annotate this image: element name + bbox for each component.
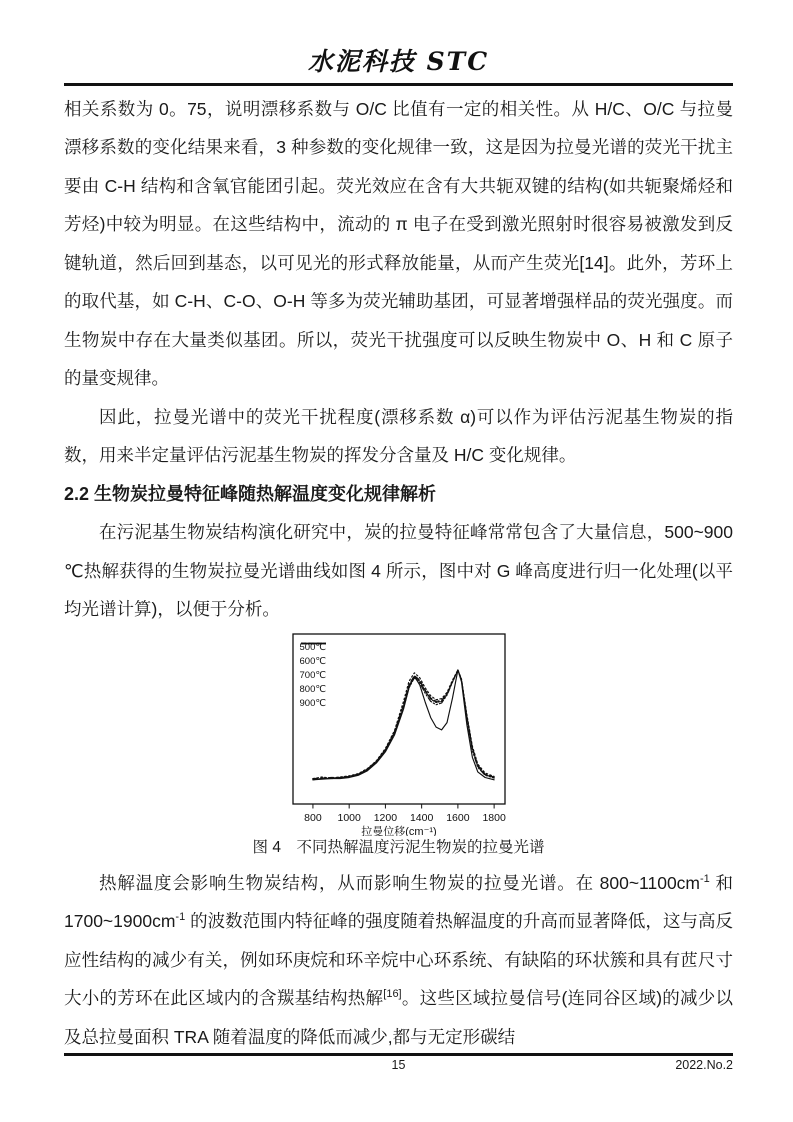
- superscript-text: -1: [700, 872, 710, 885]
- x-tick-label: 800: [303, 811, 322, 824]
- x-tick-label: 1800: [481, 811, 506, 824]
- page-content: [64, 0, 733, 1056]
- paragraph-text: 热解温度会影响生物炭结构，从而影响生物炭的拉曼光谱。在 800~1100cm: [99, 872, 700, 893]
- chart-legend: [300, 641, 327, 710]
- footer-rule: [64, 1053, 733, 1056]
- legend-label: 900℃: [299, 697, 327, 709]
- x-tick-label: 1000: [336, 811, 361, 824]
- body-paragraph: [64, 864, 733, 1057]
- header-rule: [64, 83, 733, 86]
- x-tick-label: 1600: [445, 811, 470, 824]
- footer-row: [64, 1058, 733, 1078]
- legend-label: 700℃: [299, 669, 327, 681]
- legend-label: 600℃: [299, 655, 327, 667]
- superscript-text: -1: [175, 911, 186, 924]
- article-body: [64, 90, 733, 629]
- legend-line-sample: [300, 641, 327, 646]
- x-axis-label: 拉曼位移(cm⁻¹): [360, 825, 437, 836]
- paragraph-text: 。这些区域拉曼信号(连同谷区域)的减少以及总拉曼面积 TRA 随着温度的降低而减少,都与无定形碳结: [64, 988, 734, 1047]
- paragraph-text: 的波数范围内特征峰的强度随着热解温度的升高而显著降低，这与高反应性结构的减少有关，例如环庚烷和环辛烷中心环系统、有缺陷的环状簇和具有苉尺寸大小的芳环在此区域内的含羰基结构热解: [64, 911, 733, 1008]
- figure-4: [64, 631, 733, 859]
- paragraph-text: 和 1700~1900cm: [64, 872, 733, 931]
- x-tick-label: 1400: [409, 811, 433, 824]
- spectrum-curve-900℃: [312, 670, 493, 780]
- page-footer: [64, 1053, 733, 1078]
- section-heading-2-2: 2.2 生物炭拉曼特征峰随热解温度变化规律解析: [64, 483, 437, 504]
- legend-item: [300, 669, 327, 682]
- legend-label: 800℃: [299, 683, 327, 695]
- x-tick-label: 1200: [373, 811, 397, 824]
- raman-spectra-chart: [279, 631, 519, 836]
- legend-item: [300, 655, 327, 668]
- figure-caption: 图 4 不同热解温度污泥生物炭的拉曼光谱: [252, 838, 545, 856]
- issue-label: 2022.No.2: [675, 1057, 733, 1072]
- legend-label: 500℃: [299, 641, 327, 653]
- page-number: 15: [391, 1057, 406, 1072]
- body-paragraph: 相关系数为 0。75，说明漂移系数与 O/C 比值有一定的相关性。从 H/C、O/C 与拉曼漂移系数的变化结果来看，3 种参数的变化规律一致，这是因为拉曼光谱的荧光干扰主要由 C-H 结构和含氧官能团引起。荧光效应在含有大共轭双键的结构(如共轭聚烯烃和芳烃)中较为明显。在这些结构中，流动的 π 电子在受到激光照射时很容易被激发到反键轨道，然后回到基态，以可见光的形式释放能量，从而产生荧光[14]。此外，芳环上的取代基，如 C-H、C-O、O-H 等多为荧光辅助基团，可显著增强样品的荧光强度。而生物炭中存在大量类似基团。所以，荧光干扰强度可以反映生物炭中 O、H 和 C 原子的量变规律。: [64, 98, 733, 388]
- body-paragraph: 在污泥基生物炭结构演化研究中，炭的拉曼特征峰常常包含了大量信息，500~900 ℃热解获得的生物炭拉曼光谱曲线如图 4 所示，图中对 G 峰高度进行归一化处理(以平均光谱计算)，以便于分析。: [64, 522, 733, 619]
- legend-item: [300, 683, 327, 696]
- journal-header-title: 水泥科技 STC: [307, 47, 490, 76]
- article-body-continued: [64, 864, 733, 1057]
- superscript-text: [16]: [383, 988, 402, 1001]
- body-paragraph: 因此，拉曼光谱中的荧光干扰程度(漂移系数 α)可以作为评估污泥基生物炭的指数，用来半定量评估污泥基生物炭的挥发分含量及 H/C 变化规律。: [64, 406, 733, 465]
- legend-item: [300, 697, 327, 710]
